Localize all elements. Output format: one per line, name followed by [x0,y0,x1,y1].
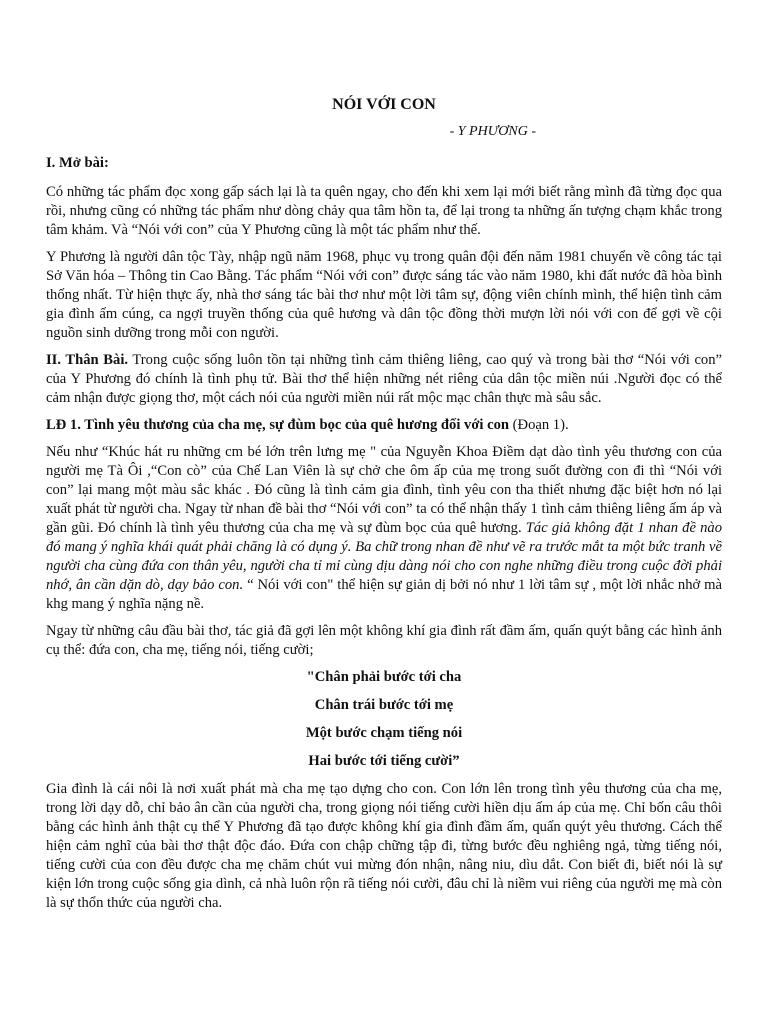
poem-quote [46,668,722,771]
paragraph-ld1-text-b: “ Nói với con" thể hiện sự giản dị bởi nó như 1 lời tâm sự , một lời nhắc nhở mà khg mang ý nghĩa nặng nề. [46,577,722,612]
paragraph-poem-analysis: Gia đình là cái nôi là nơi xuất phát mà cha mẹ tạo dựng cho con. Con lớn lên trong tình yêu thương của cha mẹ, trong lời dạy dỗ, chỉ bảo ân cần của người cha, trong giọng nói tiếng cười hiền dịu ấm áp của mẹ. Chỉ bốn câu thôi bằng các hình ảnh thật cụ thể Y Phương đã tạo được không khí gia đình đầm ấm, quấn quýt yêu thương. Cách thể hiện cảm nghĩ của bài thơ thật độc đáo. Đứa con chập chững tập đi, từng bước đều nghiêng ngả, từng tiếng nói, tiếng cười của con đều được cha mẹ chăm chút vui mừng đón nhận, nâng niu, dìu dắt. Con biết đi, biết nói là sự kiện lớn trong cuộc sống gia dình, cả nhà luôn rộn rã tiếng nói cười, đâu chỉ là niềm vui riêng của người mẹ mà còn là sự thổn thức của người cha. [46,781,722,911]
ld1-heading-bold: LĐ 1. Tình yêu thương của cha mẹ, sự đùm bọc của quê hương đối với con [46,417,510,433]
paragraph-poem-intro: Ngay từ những câu đầu bài thơ, tác giả đã gợi lên một không khí gia đình rất đầm ấm, quấn quýt bằng các hình ảnh cụ thể: đứa con, cha mẹ, tiếng nói, tiếng cười; [46,623,722,658]
document-title: NÓI VỚI CON [332,96,436,113]
poem-line: "Chân phải bước tới cha [306,669,462,685]
section-heading-body: II. Thân Bài. [46,352,129,368]
paragraph-body-intro [46,351,722,408]
ld1-heading [46,416,722,435]
document-author: - Y PHƯƠNG - [449,124,536,139]
poem-line: Một bước chạm tiếng nói [305,725,463,741]
paragraph-intro-2: Y Phương là người dân tộc Tày, nhập ngũ năm 1968, phục vụ trong quân đội đến năm 1981 chuyển về công tác tại Sở Văn hóa – Thông tin Cao Bằng. Tác phẩm “Nói với con” được sáng tác vào năm 1980, khi đất nước đã hòa bình thống nhất. Từ hiện thực ấy, nhà thơ sáng tác bài thơ như một lời tâm sự, động viên chính mình, thể hiện tình cảm gia đình ấm cúng, ca ngợi truyền thống của quê hương và dân tộc đồng thời mượn lời nói với con để gợi về cội nguồn sinh dưỡng trong mỗi con người. [46,249,722,341]
paragraph-intro-1: Có những tác phẩm đọc xong gấp sách lại là ta quên ngay, cho đến khi xem lại mới biết rằng mình đã từng đọc qua rồi, nhưng cũng có những tác phẩm như dòng chảy qua tâm hồn ta, để lại trong ta những ấn tượng chạm khắc trong tâm khảm. Và “Nói với con” của Y Phương cũng là một tác phẩm như thế. [46,184,722,238]
poem-line: Chân trái bước tới mẹ [314,697,454,713]
paragraph-body-intro-text: Trong cuộc sống luôn tồn tại những tình cảm thiêng liêng, cao quý và trong bài thơ “Nói với con” của Y Phương đó chính là tình phụ tử. Bài thơ thể hiện những nét riêng của dân tộc miền núi .Người đọc có thể cảm nhận được giọng thơ, một cách nói của người miền núi rất mộc mạc chân thực mà sâu sắc. [46,352,722,406]
paragraph-ld1-text-a: Nếu như “Khúc hát ru những cm bé lớn trên lưng mẹ " của Nguyễn Khoa Điềm dạt dào tình yêu thương con của người mẹ Tà Ôi ,“Con cò” của Chế Lan Viên là sự chở che ôm ấp của mẹ trong suốt đường con đi thì “Nói với con” lại mang một màu sắc khác . Đó cũng là tình cảm gia đình, tình yêu con tha thiết nhưng đặc biệt hơn nó lại xuất phát từ người cha. Ngay từ nhan đề bài thơ “Nói với con” ta có thể nhận thấy 1 tình cảm thiêng liêng ấm áp và gần gũi. Đó chính là tình yêu thương của cha mẹ và sự đùm bọc của quê hương. [46,444,722,536]
ld1-heading-rest: (Đoạn 1). [509,417,569,433]
paragraph-ld1-text-italic: Tác giả không đặt 1 nhan đề nào đó mang ý nghĩa khái quát phải chăng là có dụng ý. Ba chữ trong nhan đề như vẽ ra trước mắt ta một bức tranh về người cha cùng đứa con thân yêu, người cha tỉ mỉ cùng dịu dàng nói cho con nghe những điều trong cuộc đời phải nhớ, ân cần dặn dò, dạy bảo con. [46,520,722,593]
paragraph-ld1-analysis [46,443,722,614]
section-heading-intro: I. Mở bài: [46,155,109,171]
poem-line: Hai bước tới tiếng cười” [308,753,460,769]
